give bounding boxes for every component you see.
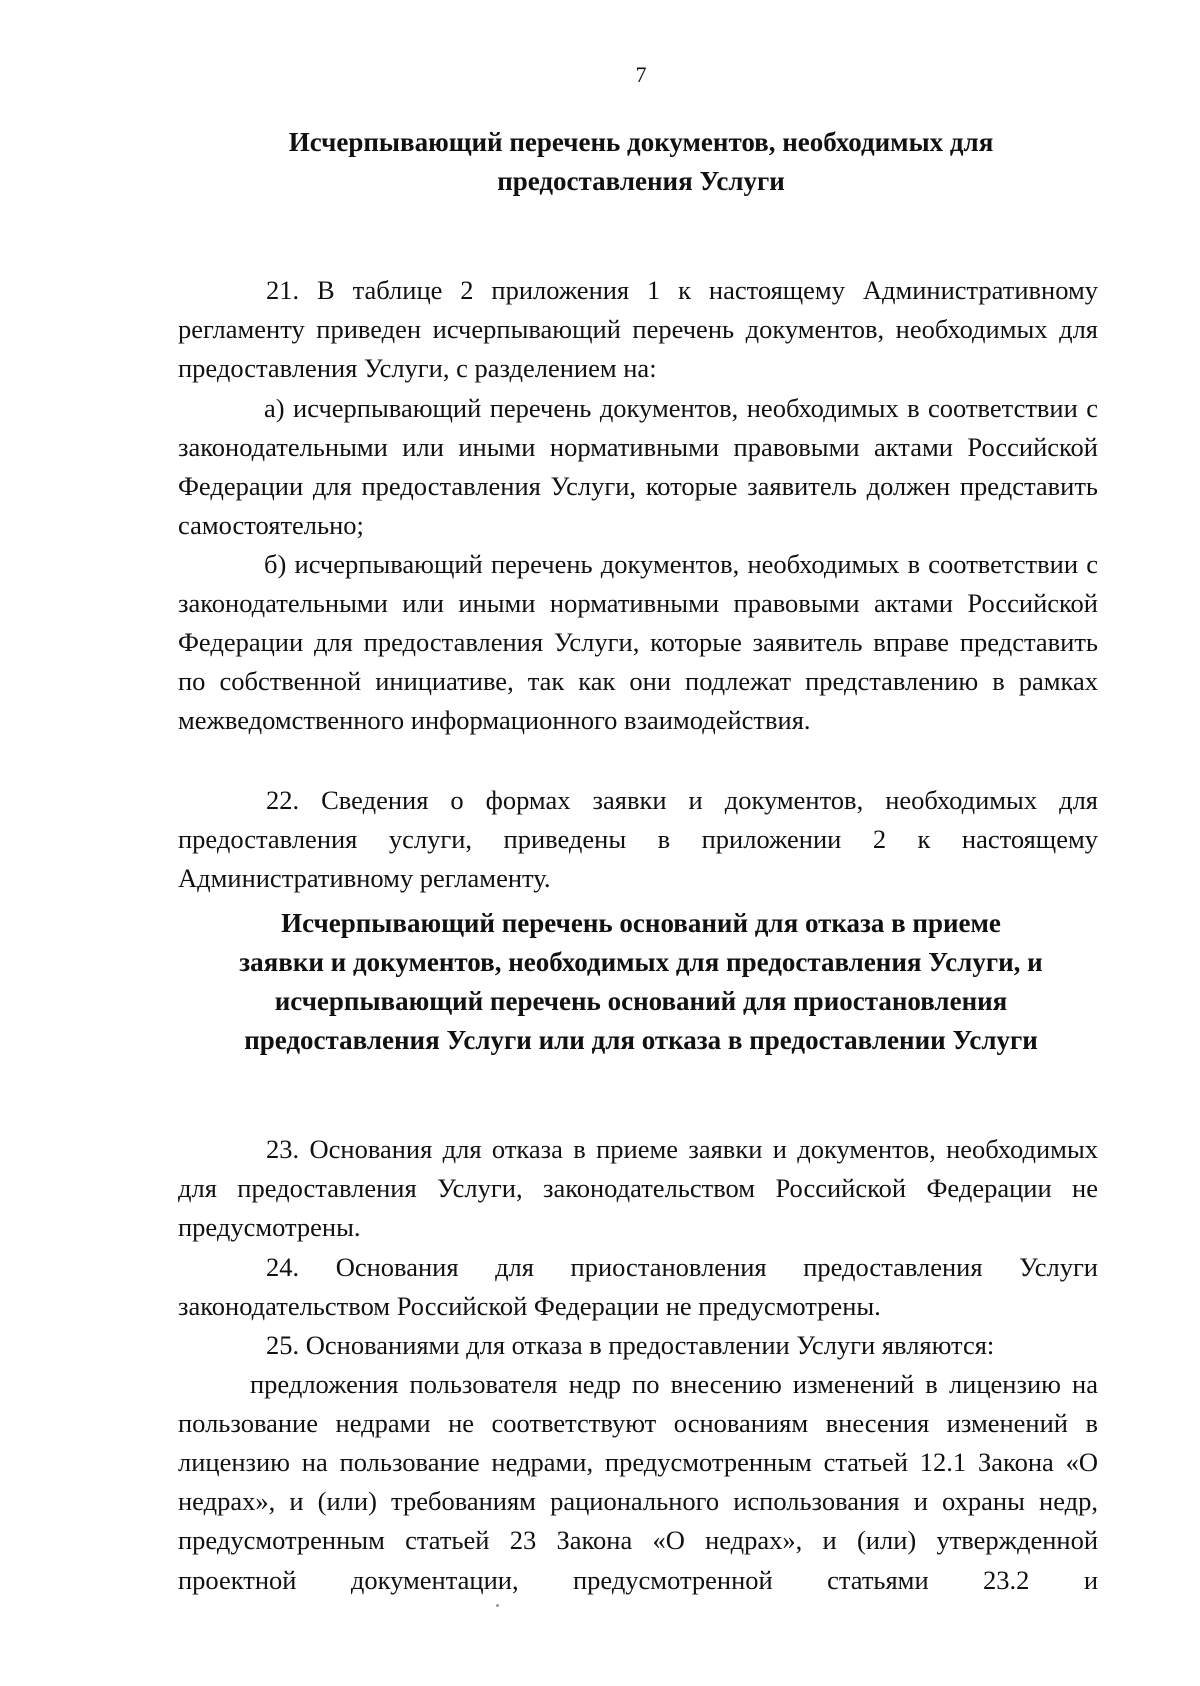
section-heading-refusal-grounds — [170, 904, 1112, 1060]
heading-line: Исчерпывающий перечень документов, необходимых для — [288, 127, 994, 157]
heading-line: Исчерпывающий перечень оснований для отказа в приеме — [281, 908, 1001, 938]
paragraph-22: 22. Сведения о формах заявки и документов, необходимых для предоставления услуги, приведены в приложении 2 к настоящему Административному регламенту. — [178, 784, 1098, 893]
paragraph-25-text: предложения пользователя недр по внесению изменений в лицензию на пользование недрами не соответствуют основаниям внесения изменений в лицензию на пользование недрами, предусмотренным статьей 12.1 Закона «О недрах», и (или) требованиям рационального использования и охраны недр, предусмотренным статьей 23 Закона «О недрах», и (или) утвержденной проектной документации, предусмотренной статьями 23.2 и — [178, 1368, 1098, 1595]
heading-line: исчерпывающий перечень оснований для приостановления — [274, 986, 1008, 1016]
paragraph-24: 24. Основания для приостановления предоставления Услуги законодательством Российской Федерации не предусмотрены. — [178, 1251, 1098, 1321]
page-number: 7 — [635, 62, 647, 87]
paragraph-25: 25. Основаниями для отказа в предоставлении Услуги являются: — [266, 1329, 995, 1360]
heading-line: заявки и документов, необходимых для предоставления Услуги, и — [239, 947, 1043, 977]
paragraph-21: 21. В таблице 2 приложения 1 к настоящему Административному регламенту приведен исчерпывающий перечень документов, необходимых для предоставления Услуги, с разделением на: — [178, 274, 1098, 383]
heading-line: предоставления Услуги — [497, 166, 785, 196]
paragraph-23: 23. Основания для отказа в приеме заявки и документов, необходимых для предоставления Услуги, законодательством Российской Федерации не предусмотрены. — [178, 1133, 1098, 1242]
heading-line: предоставления Услуги или для отказа в предоставлении Услуги — [244, 1025, 1038, 1055]
paragraph-21-a: а) исчерпывающий перечень документов, необходимых в соответствии с законодательными или иными нормативными правовыми актами Российской Федерации для предоставления Услуги, которые заявитель должен представить самостоятельно; — [178, 392, 1098, 541]
scan-speck — [496, 1604, 499, 1607]
section-heading-documents — [170, 123, 1112, 201]
paragraph-21-b: б) исчерпывающий перечень документов, необходимых в соответствии с законодательными или иными нормативными правовыми актами Российской Федерации для предоставления Услуги, которые заявитель вправе представить по собственной инициативе, так как они подлежат представлению в рамках межведомственного информационного взаимодействия. — [178, 548, 1098, 736]
